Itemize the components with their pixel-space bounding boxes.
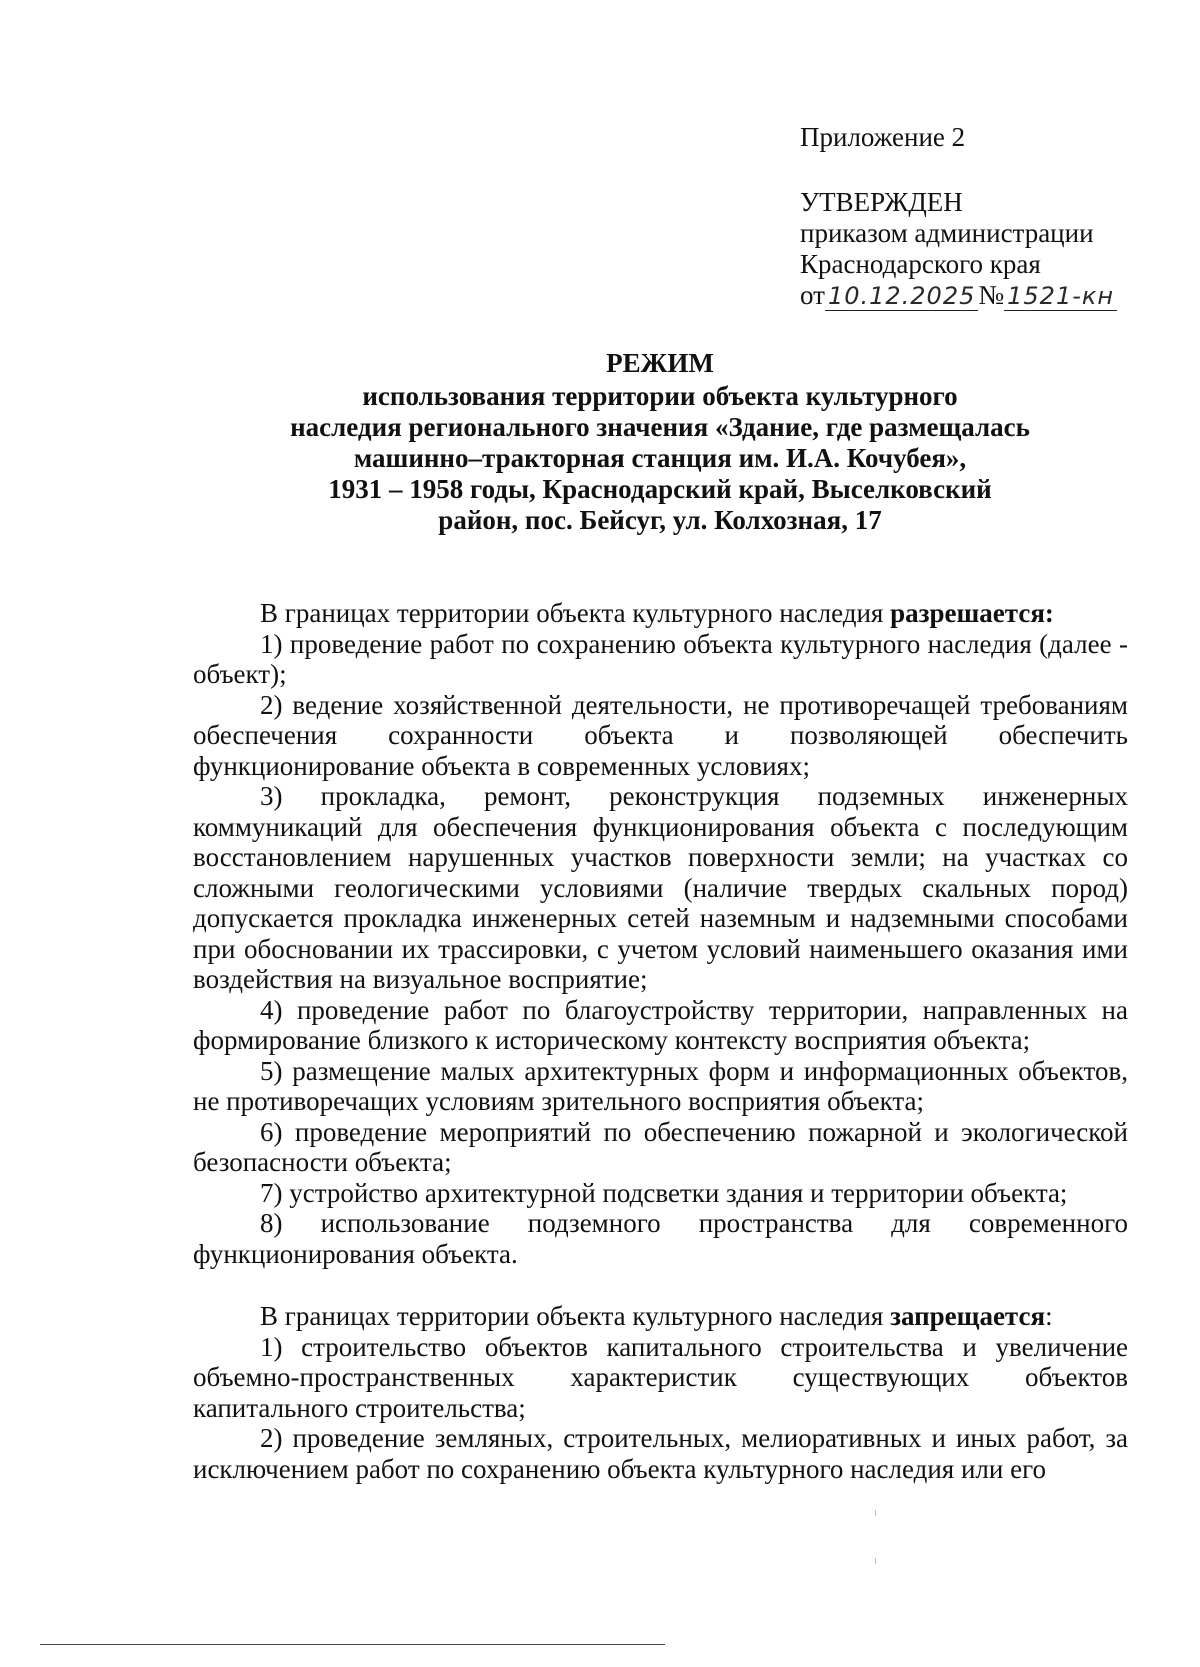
prohibited-intro-text: В границах территории объекта культурного наследия bbox=[260, 1301, 884, 1331]
allowed-section-intro bbox=[193, 598, 1128, 629]
scan-artifact-mark bbox=[875, 1558, 876, 1564]
document-title: РЕЖИМ bbox=[606, 348, 714, 378]
section-spacer bbox=[193, 1269, 1128, 1301]
order-date-number-line bbox=[800, 280, 1180, 311]
allowed-item: 6) проведение мероприятий по обеспечению пожарной и экологической безопасности объекта; bbox=[193, 1116, 1128, 1177]
order-number-field bbox=[1004, 281, 1117, 311]
prohibited-section-intro bbox=[193, 1301, 1128, 1332]
allowed-item: 7) устройство архитектурной подсветки здания и территории объекта; bbox=[260, 1177, 1068, 1208]
allowed-item: 3) прокладка, ремонт, реконструкция подземных инженерных коммуникаций для обеспечения функционирования объекта с последующим восстановлением нарушенных участков поверхности земли; на участках со сложными геологическими условиями (наличие твердых скальных пород) допускается прокладка инженерных сетей наземным и надземными способами при обосновании их трассировки, с учетом условий наименьшего оказания ими воздействия на визуальное восприятие; bbox=[193, 781, 1128, 994]
order-date-handwritten: 10.12.2025 bbox=[827, 282, 976, 310]
prohibited-item: 1) строительство объектов капитального строительства и увеличение объемно-пространственных характеристик существующих объектов капитального строительства; bbox=[193, 1331, 1128, 1423]
order-number-prefix: № bbox=[978, 280, 1005, 310]
allowed-item: 8) использование подземного пространства для современного функционирования объекта. bbox=[193, 1208, 1128, 1269]
document-title-block bbox=[160, 348, 1160, 536]
prohibited-item: 2) проведение земляных, строительных, мелиоративных и иных работ, за исключением работ по сохранению объекта культурного наследия или его bbox=[193, 1423, 1128, 1484]
order-number-handwritten: 1521-кн bbox=[1007, 282, 1115, 310]
order-date-field bbox=[825, 281, 978, 311]
title-line: использования территории объекта культурного bbox=[362, 381, 958, 411]
prohibited-keyword: запрещается bbox=[890, 1301, 1046, 1331]
title-line: машинно–тракторная станция им. И.А. Кочубея», bbox=[353, 443, 967, 473]
approved-label: УТВЕРЖДЕН bbox=[800, 187, 963, 217]
scan-artifact-mark bbox=[875, 1510, 876, 1516]
title-line: наследия регионального значения «Здание, где размещалась bbox=[290, 412, 1030, 442]
title-line: 1931 – 1958 годы, Краснодарский край, Выселковский bbox=[328, 474, 992, 504]
annex-label: Приложение 2 bbox=[800, 122, 966, 152]
title-line: район, пос. Бейсуг, ул. Колхозная, 17 bbox=[438, 505, 882, 535]
approved-by-line-1: приказом администрации bbox=[800, 218, 1094, 248]
order-from-prefix: от bbox=[800, 280, 825, 310]
allowed-item: 1) проведение работ по сохранению объекта культурного наследия (далее - объект); bbox=[193, 628, 1128, 689]
document-body bbox=[193, 598, 1128, 1484]
page-bottom-rule bbox=[40, 1644, 665, 1645]
approval-stamp-block bbox=[800, 122, 1180, 311]
allowed-item: 2) ведение хозяйственной деятельности, не противоречащей требованиям обеспечения сохранности объекта и позволяющей обеспечить функционирование объекта в современных условиях; bbox=[193, 689, 1128, 781]
allowed-keyword: разрешается: bbox=[890, 598, 1054, 628]
prohibited-keyword-suffix: : bbox=[1045, 1301, 1053, 1331]
allowed-item: 4) проведение работ по благоустройству территории, направленных на формирование близкого к историческому контексту восприятия объекта; bbox=[193, 994, 1128, 1055]
allowed-intro-text: В границах территории объекта культурного наследия bbox=[260, 598, 884, 628]
approved-by-line-2: Краснодарского края bbox=[800, 249, 1041, 279]
allowed-item: 5) размещение малых архитектурных форм и информационных объектов, не противоречащих условиям зрительного восприятия объекта; bbox=[193, 1055, 1128, 1116]
